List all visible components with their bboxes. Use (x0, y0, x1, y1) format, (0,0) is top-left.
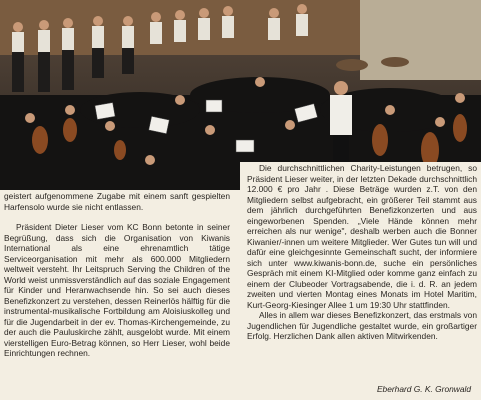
left-paragraph-1: geistert aufgenommene Zugabe mit einem sanft gespielten Harfensolo wurde sie nicht entlassen. (4, 191, 230, 212)
right-paragraph-2: Alles in allem war dieses Benefizkonzert, das erstmals von Jugendlichen für Jugendliche gestaltet wurde, ein großartiger Erfolg. Herzlichen Dank allen aktiven Mitwirkenden. (247, 310, 477, 341)
left-paragraph-2: Präsident Dieter Lieser vom KC Bonn betonte in seiner Begrüßung, dass sich die Organisation von Kiwanis International als eine ehrenamtlich tätige Serviceorganisation mit mehr als 600.000 Mitgliedern weltweit versteht. Ihr Leitspruch Serving the Children of the World weist unmissverständlich auf das soziale Engagement für Kinder und Heranwachsende hin. So sei auch dieses Benefizkonzert zu verstehen, dessen Reinerlös hälftig für die instrumental-musikalische Fortbildung am Aloisiuskolleg und für die Jugendarbeit in der ev. Thomas-Kirchengemeinde, zu der auch die Pauluskirche zählt, ausgelobt wurde. Mit einem vierstelligen Euro-Betrag können, so Herr Lieser, wohl beide Einrichtungen rechnen. (4, 222, 230, 358)
right-paragraph-1: Die durchschnittlichen Charity-Leistungen betrugen, so Präsident Lieser weiter, in der letzten Dekade durchschnittlich 12.000 € pro Jahr . Diese Beträge wurden z.T. von den Mitgliedern selbst aufgebracht, ein größerer Teil stammt aus dem jährlich durchgeführten Benefizkonzerten und aus eingeworbenen Spenden. „Viele Hände können mehr erreichen als nur wenige", deshalb werben auch die Bonner Kiwanier/-innen um weitere Mitglieder. Wer Gutes tun will und dafür eine gleichgesinnte Gemeinschaft sucht, der informiere sich unter www.kiwanis-bonn.de, suche ein persönliches Gespräch mit einem KI-Mitglied oder komme ganz einfach zu einem der Clubeoder Vortragsabende, die i. d. R. an jedem zweiten und vierten Montag eines Monats im Hotel Maritim, Kurt-Georg-Kiesinger Allee 1 um 19:30 Uhr stattfinden. (247, 163, 477, 310)
right-column (247, 163, 477, 342)
left-column (4, 191, 230, 359)
author-signature: Eberhard G. K. Gronwald (376, 384, 471, 394)
